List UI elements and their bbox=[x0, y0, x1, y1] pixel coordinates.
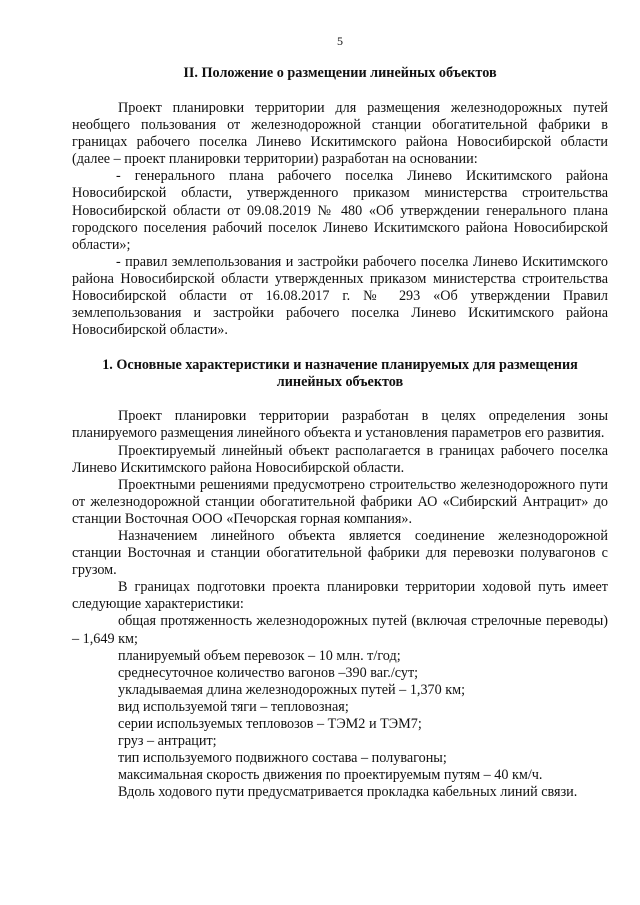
characteristic-item: тип используемого подвижного состава – полувагоны; bbox=[118, 750, 447, 767]
section-1-paragraph: Проектируемый линейный объект располагается в границах рабочего поселка Линево Искитимского района Новосибирской области. bbox=[72, 442, 608, 476]
basis-item-general-plan: - генерального плана рабочего поселка Линево Искитимского района Новосибирской области, утвержденного приказом министерства строительства Новосибирской области от 09.08.2019 № 480 «Об утверждении генерального плана городского поселения рабочий поселок Линево Искитимского района Новосибирской области»; bbox=[72, 168, 608, 253]
main-heading: II. Положение о размещении линейных объектов bbox=[183, 65, 497, 81]
section-1-paragraph: Проектными решениями предусмотрено строительство железнодорожного пути от железнодорожной станции обогатительной фабрики АО «Сибирский Антрацит» до станции Восточная ООО «Печорская горная компания». bbox=[72, 476, 608, 527]
characteristic-item: общая протяженность железнодорожных путей (включая стрелочные переводы) – 1,649 км; bbox=[72, 613, 608, 647]
characteristic-item: Вдоль ходового пути предусматривается прокладка кабельных линий связи. bbox=[118, 784, 578, 801]
section-1-paragraph: Проект планировки территории разработан в целях определения зоны планируемого размещения линейного объекта и установления параметров его развития. bbox=[72, 408, 608, 442]
characteristic-item: среднесуточное количество вагонов –390 ваг./сут; bbox=[118, 664, 419, 681]
characteristic-item: серии используемых тепловозов – ТЭМ2 и ТЭМ7; bbox=[118, 716, 422, 732]
page-number: 5 bbox=[337, 34, 343, 48]
section-1-paragraph: Назначением линейного объекта является соединение железнодорожной станции Восточная и станции обогатительной фабрики для перевозки полувагонов с грузом. bbox=[72, 527, 608, 579]
characteristic-item: груз – антрацит; bbox=[118, 733, 217, 750]
intro-paragraph: Проект планировки территории для размещения железнодорожных путей необщего пользования от железнодорожной станции обогатительной фабрики в границах рабочего поселка Линево Искитимского района Новосибирской области (далее – проект планировки территории) разработан на основании: bbox=[72, 100, 608, 168]
characteristic-item: вид используемой тяги – тепловозная; bbox=[118, 698, 349, 715]
characteristic-item: планируемый объем перевозок – 10 млн. т/год; bbox=[118, 647, 401, 664]
section-1-paragraph: В границах подготовки проекта планировки территории ходовой путь имеет следующие характеристики: bbox=[72, 579, 608, 613]
characteristic-item: укладываемая длина железнодорожных путей – 1,370 км; bbox=[118, 681, 466, 698]
basis-item-land-use-rules: - правил землепользования и застройки рабочего поселка Линево Искитимского района Новосибирской области утвержденных приказом министерства строительства Новосибирской области от 16.08.2017 г. № 293 «Об утверждении Правил землепользования и застройки рабочего поселка Линево Искитимского района Новосибирской области». bbox=[72, 253, 608, 339]
section-1-heading: 1. Основные характеристики и назначение планируемых для размещения линейных объектов bbox=[102, 357, 578, 391]
document-page bbox=[72, 34, 608, 801]
characteristic-item: максимальная скорость движения по проектируемым путям – 40 км/ч. bbox=[118, 767, 543, 784]
